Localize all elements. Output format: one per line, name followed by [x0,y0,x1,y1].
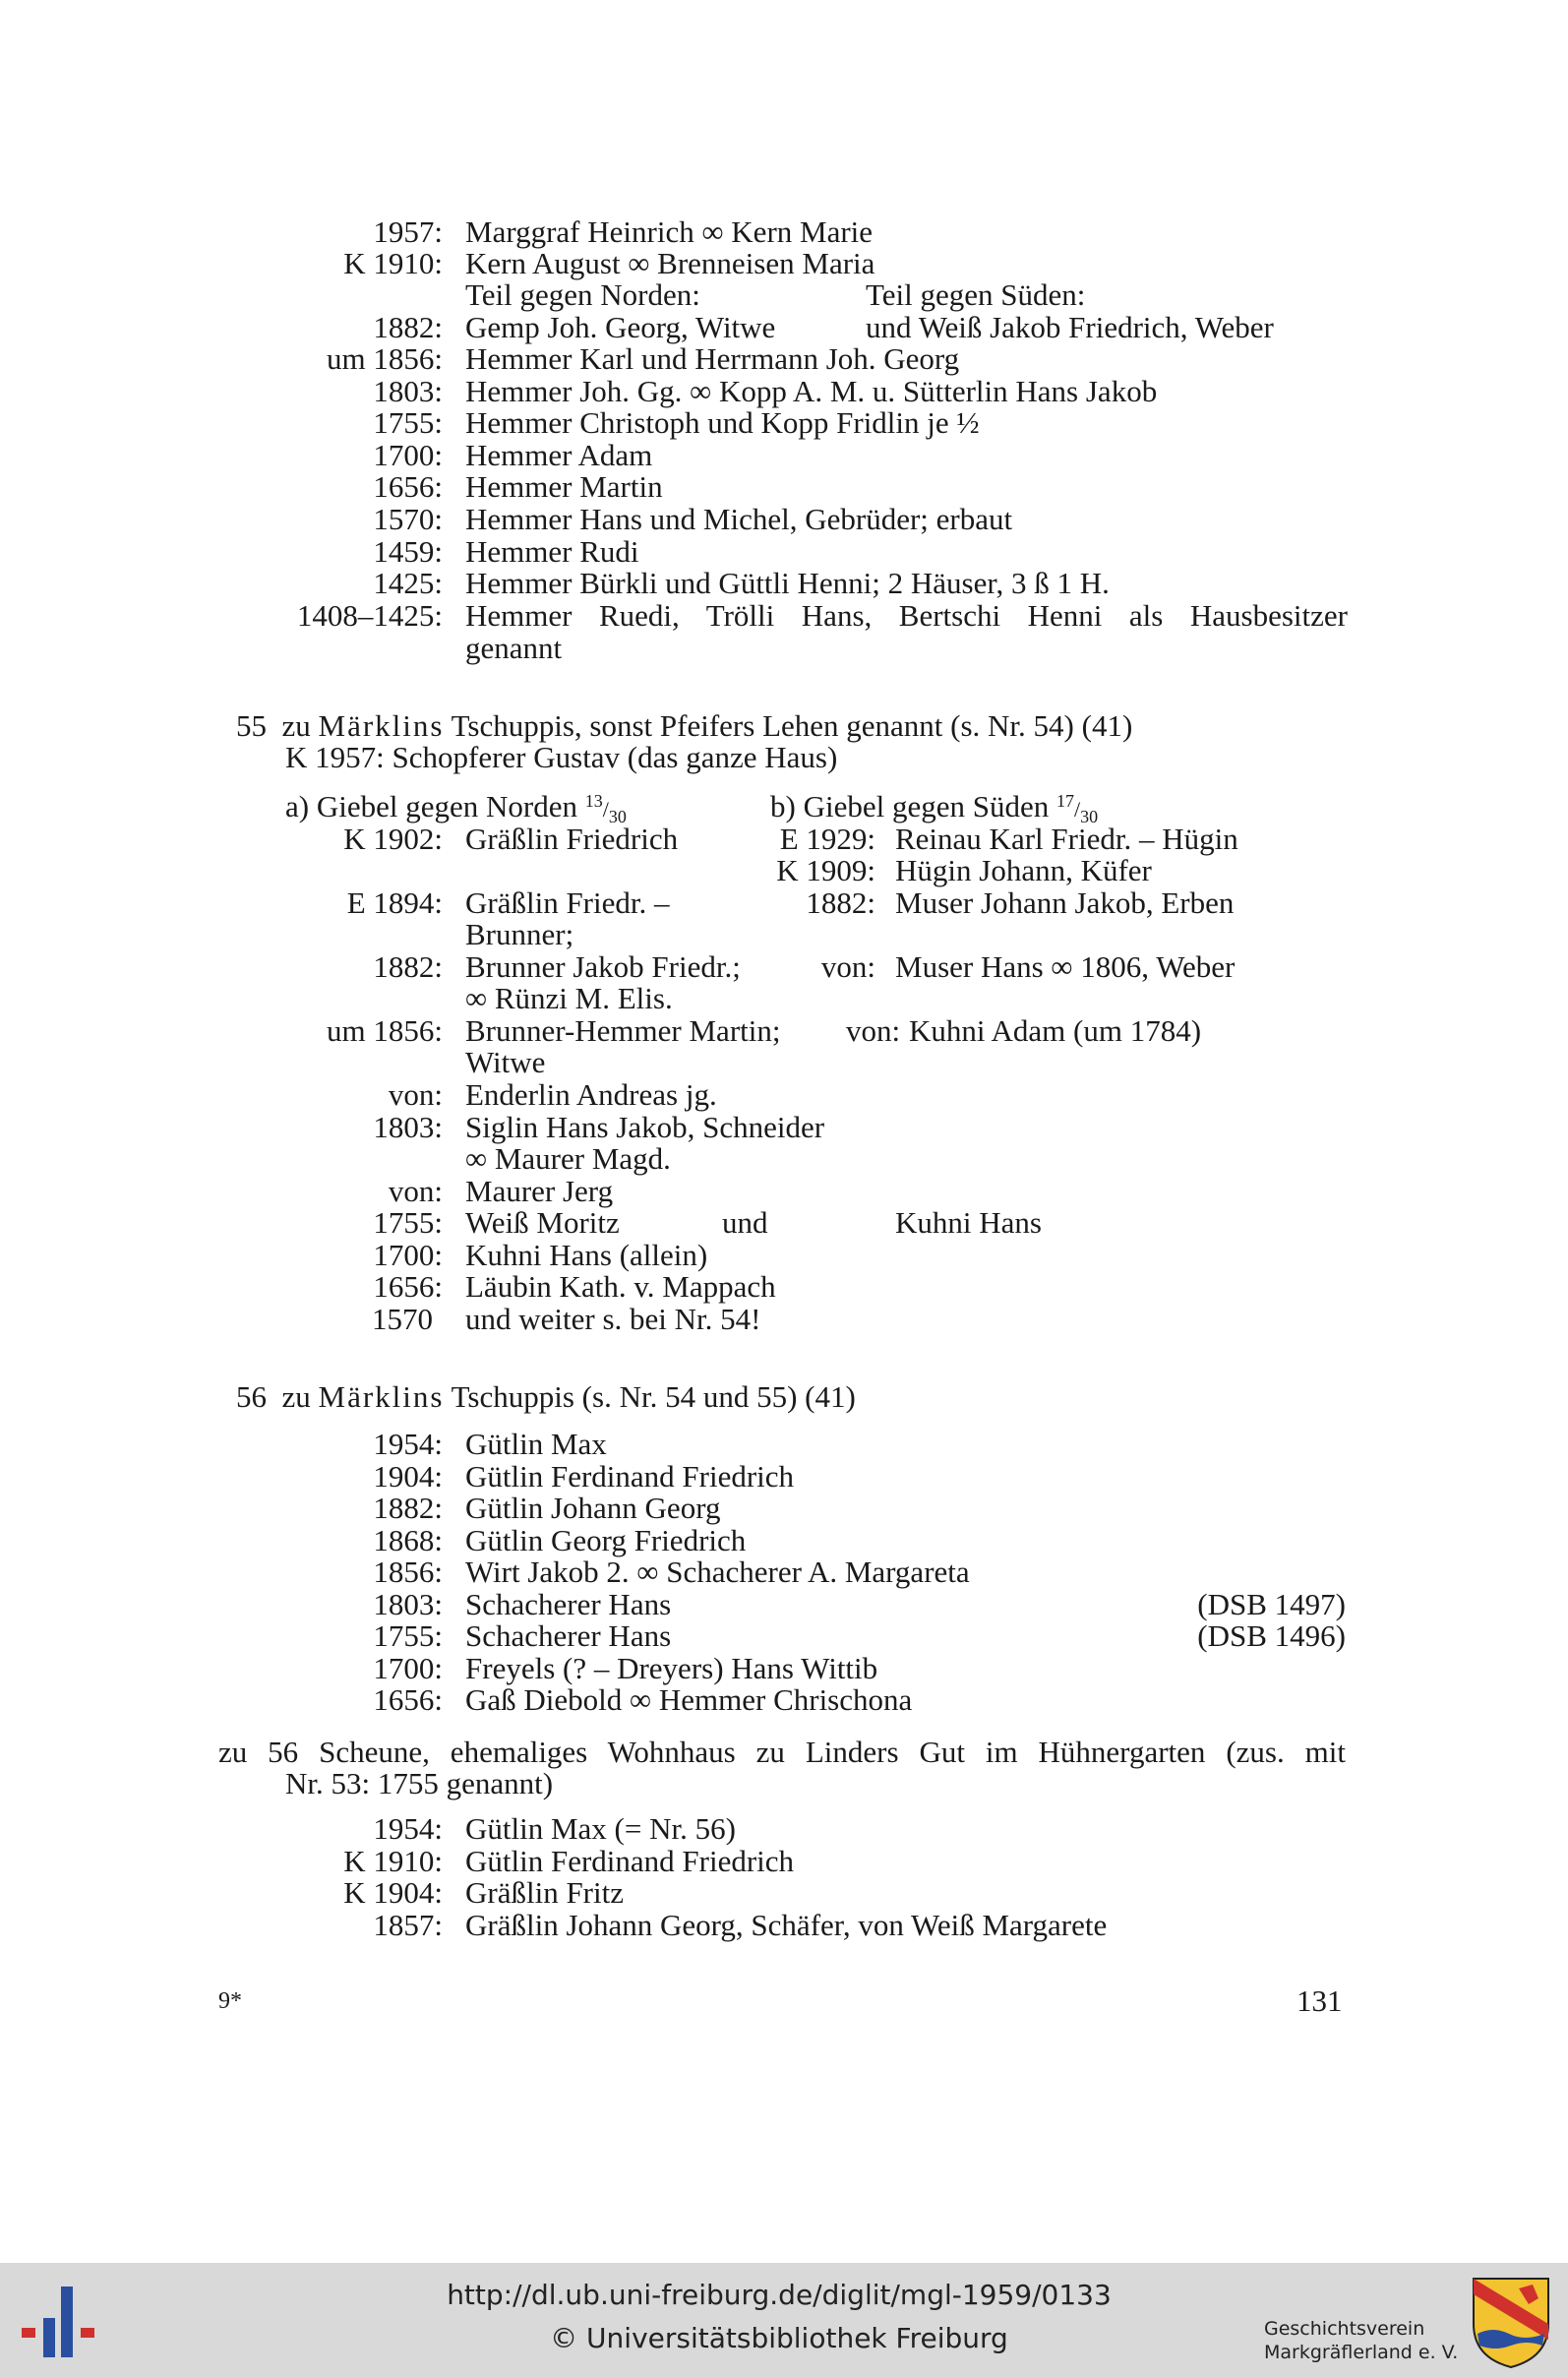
year-label: E 1894: [346,885,443,920]
fraction-denominator: 30 [1080,807,1099,826]
year-label: 1408–1425: [296,598,443,633]
owner-text: Brunner; [465,917,574,951]
year-label: 1904: [373,1459,443,1494]
connector-word: und [722,1205,768,1240]
year-label: 1954: [373,1427,443,1461]
entry-name: Märklins [318,1379,445,1414]
year-label: K 1904: [343,1875,443,1910]
fraction-numerator: 13 [584,791,603,811]
owner-text-south: und Weiß Jakob Friedrich, Weber [866,310,1274,344]
year-label: um 1856: [327,341,443,376]
year-label: 1803: [373,1110,443,1144]
year-label: 1803: [373,374,443,408]
owner-text: und weiter s. bei Nr. 54! [465,1302,761,1336]
owner-text: Wirt Jakob 2. ∞ Schacherer A. Margareta [465,1555,970,1589]
year-label: 1656: [373,1269,443,1304]
year-label: E 1929: [779,822,875,856]
owner-text: Gräßlin Friedrich [465,822,679,856]
owner-text: Gütlin Georg Friedrich [465,1523,747,1557]
gable-south-heading: b) Giebel gegen Süden $^{17}$/30 [770,789,1099,826]
society-name-line1: Geschichtsverein [1264,2318,1425,2340]
owner-text: Witwe [465,1045,546,1079]
year-label: 1882: [373,1491,443,1525]
owner-text: Gütlin Johann Georg [465,1491,721,1525]
footer-copyright: © Universitätsbibliothek Freiburg [550,2322,1008,2354]
owner-text: Gütlin Max [465,1427,607,1461]
owner-text: Gräßlin Fritz [465,1875,624,1910]
owner-text-south: Hügin Johann, Küfer [895,853,1152,887]
gable-north-label: a) Giebel gegen Norden [285,789,577,823]
entry-title: zu 56 Scheune, ehemaliges Wohnhaus zu Linders Gut im Hühnergarten (zus. mit [218,1735,1346,1769]
fraction-denominator: 30 [608,807,627,826]
entry-title [236,1381,856,1413]
year-label: 1425: [373,566,443,600]
gable-south-label: b) Giebel gegen Süden [770,789,1050,823]
year-label: 1882: [373,310,443,344]
north-part-heading: Teil gegen Norden: [465,277,700,312]
footer-url[interactable]: http://dl.ub.uni-freiburg.de/diglit/mgl-1959/0133 [447,2279,1112,2311]
owner-text: Freyels (? – Dreyers) Hans Wittib [465,1651,878,1685]
year-label: K 1910: [343,246,443,280]
owner-text: Gaß Diebold ∞ Hemmer Chrischona [465,1682,913,1717]
entry-title-rest: Tschuppis (s. Nr. 54 und 55) (41) [451,1379,856,1414]
owner-text: Gemp Joh. Georg, Witwe [465,310,776,344]
owner-text-south: Kuhni Adam (um 1784) [909,1013,1202,1048]
year-label: 1803: [373,1587,443,1621]
year-label: 1868: [373,1523,443,1557]
owner-text: Gütlin Ferdinand Friedrich [465,1844,795,1878]
page-number: 131 [1297,1983,1343,2018]
year-label: von: [820,949,875,984]
year-label: 1755: [373,1205,443,1240]
year-label: 1954: [373,1811,443,1846]
year-label: von: [388,1174,443,1208]
entry-owner-line: K 1957: Schopferer Gustav (das ganze Haus) [285,740,838,774]
society-coat-of-arms-icon [1470,2275,1552,2369]
year-label: 1570 [372,1302,433,1336]
source-note: (DSB 1496) [1197,1618,1346,1653]
source-note: (DSB 1497) [1197,1587,1346,1621]
entry-title-continued: Nr. 53: 1755 genannt) [285,1766,554,1800]
owner-text: Enderlin Andreas jg. [465,1077,717,1112]
owner-text-south: Reinau Karl Friedr. – Hügin [895,822,1238,856]
south-part-heading: Teil gegen Süden: [866,277,1086,312]
owner-text: Brunner-Hemmer Martin; [465,1013,781,1048]
owner-text: ∞ Maurer Magd. [465,1141,671,1176]
owner-text: Maurer Jerg [465,1174,614,1208]
owner-text: Gütlin Ferdinand Friedrich [465,1459,795,1494]
year-label: 1700: [373,1238,443,1272]
owner-text: Marggraf Heinrich ∞ Kern Marie [465,214,874,249]
gable-north-heading: a) Giebel gegen Norden $^{13}$/30 [285,789,627,826]
entry-number: 56 [236,1379,267,1414]
year-label: 1700: [373,438,443,472]
footer-bar [0,2263,1568,2378]
year-label: K 1909: [776,853,875,887]
entry-prefix: zu [281,1379,311,1414]
owner-text: Gütlin Max (= Nr. 56) [465,1811,736,1846]
year-label: 1459: [373,534,443,569]
owner-text: Gräßlin Johann Georg, Schäfer, von Weiß Margarete [465,1908,1108,1942]
year-label: 1856: [373,1555,443,1589]
owner-text-south: Muser Hans ∞ 1806, Weber [895,949,1236,984]
owner-text: Hemmer Adam [465,438,653,472]
entry-title-rest: Tschuppis, sonst Pfeifers Lehen genannt (s. Nr. 54) (41) [451,708,1133,743]
entry-number: 55 [236,708,267,743]
owner-text: Schacherer Hans [465,1618,672,1653]
year-label: 1755: [373,405,443,440]
year-label: 1857: [373,1908,443,1942]
owner-text-south: Kuhni Hans [895,1205,1042,1240]
owner-text: Hemmer Ruedi, Trölli Hans, Bertschi Henni als Hausbesitzer [465,598,1348,633]
owner-text: Gräßlin Friedr. – [465,885,670,920]
owner-text: Hemmer Martin [465,469,663,504]
year-label: 1882: [373,949,443,984]
owner-text: Hemmer Bürkli und Güttli Henni; 2 Häuser, 3 ß 1 H. [465,566,1110,600]
entry-prefix: zu [281,708,311,743]
owner-text: Schacherer Hans [465,1587,672,1621]
owner-text: Kern August ∞ Brenneisen Maria [465,246,875,280]
year-label: K 1902: [343,822,443,856]
year-label: 1656: [373,469,443,504]
year-label: 1882: [806,885,875,920]
owner-text: Hemmer Karl und Herrmann Joh. Georg [465,341,960,376]
entry-name: Märklins [318,708,445,743]
owner-text: ∞ Rünzi M. Elis. [465,981,673,1015]
library-logo-icon [18,2279,106,2363]
fraction-numerator: 17 [1055,791,1074,811]
signature-mark: 9* [218,1988,242,2014]
owner-text: Hemmer Hans und Michel, Gebrüder; erbaut [465,502,1013,536]
owner-text: genannt [465,631,563,665]
owner-text: Läubin Kath. v. Mappach [465,1269,776,1304]
entry-title [236,710,1132,742]
owner-text: Hemmer Rudi [465,534,639,569]
year-label: 1656: [373,1682,443,1717]
owner-text: Hemmer Joh. Gg. ∞ Kopp A. M. u. Sütterlin Hans Jakob [465,374,1158,408]
year-label: 1957: [373,214,443,249]
owner-text: Weiß Moritz [465,1205,620,1240]
owner-text: Brunner Jakob Friedr.; [465,949,741,984]
year-label: 1755: [373,1618,443,1653]
year-label: 1570: [373,502,443,536]
year-label: K 1910: [343,1844,443,1878]
owner-text: Siglin Hans Jakob, Schneider [465,1110,825,1144]
year-label: von: [846,1013,901,1048]
year-label: um 1856: [327,1013,443,1048]
year-label: 1700: [373,1651,443,1685]
owner-text: Kuhni Hans (allein) [465,1238,708,1272]
year-label: von: [388,1077,443,1112]
owner-text: Hemmer Christoph und Kopp Fridlin je ½ [465,405,980,440]
society-name-line2: Markgräflerland e. V. [1264,2342,1459,2363]
owner-text-south: Muser Johann Jakob, Erben [895,885,1235,920]
